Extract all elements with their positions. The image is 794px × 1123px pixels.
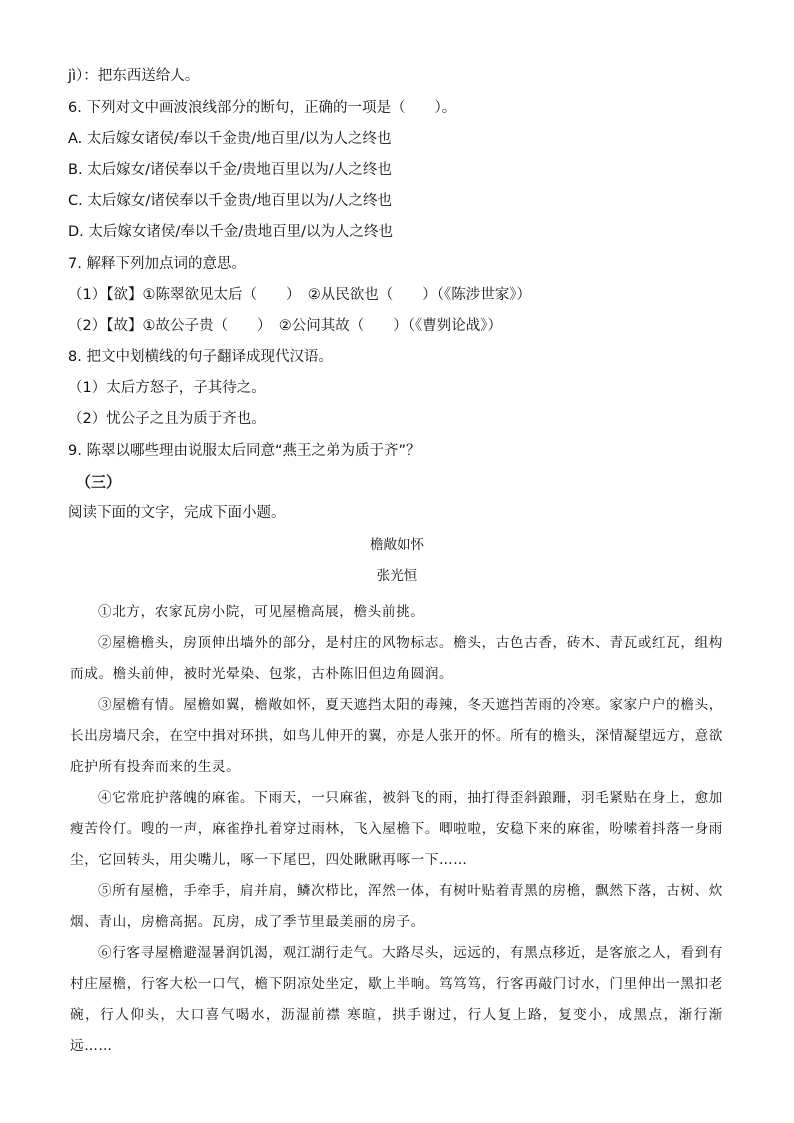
section-heading: （三） [76,473,122,491]
passage-paragraph-2: ②屋檐檐头，房顶伸出墙外的部分，是村庄的风物标志。檐头，古色古香，砖木、青瓦或红瓦，组构而成。檐头前伸，被时光晕染、包浆，古朴陈旧但边角圆润。 [70,635,723,682]
passage-paragraph-1: ①北方，农家瓦房小院，可见屋檐高展，檐头前挑。 [98,604,425,620]
question-8-part-1: （1）太后方怒子，子其待之。 [68,380,266,396]
reading-instruction: 阅读下面的文字，完成下面小题。 [68,505,286,521]
question-9: 9. 陈翠以哪些理由说服太后同意“燕王之弟为质于齐”？ [68,443,421,459]
question-8-part-2: （2）忧公子之且为质于齐也。 [68,411,266,427]
option-b: B. 太后嫁女/诸侯奉以千金/贵地百里以为/人之终也 [68,162,392,178]
question-7-part-1: （1）【欲】①陈翠欲见太后（ ） ②从民欲也（ ）（《陈涉世家》） [68,287,531,303]
passage-author: 张光恒 [376,568,418,584]
option-a: A. 太后嫁女诸侯/奉以千金贵/地百里/以为人之终也 [68,131,392,147]
question-7: 7. 解释下列加点词的意思。 [68,256,246,272]
question-7-part-2: （2）【故】①故公子贵（ ） ②公问其故（ ）（《曹刿论战》） [68,318,502,334]
question-6: 6. 下列对文中画波浪线部分的断句，正确的一项是（ ）。 [68,100,457,116]
passage-paragraph-4: ④它常庇护落魄的麻雀。下雨天，一只麻雀，被斜飞的雨，抽打得歪斜踉跚，羽毛紧贴在身上，愈加瘦苦伶仃。嗖的一声，麻雀挣扎着穿过雨林，飞入屋檐下。唧啦啦，安稳下来的麻雀，吩嗦着抖落一身雨尘，它回转头，用尖嘴儿，啄一下尾巴，四处瞅瞅再啄一下…… [70,790,723,868]
question-line: jì）：把东西送给人。 [68,68,200,84]
option-d: D. 太后嫁女诸侯/奉以千金/贵地百里/以为人之终也 [68,224,394,240]
passage-paragraph-5: ⑤所有屋檐，手牵手，肩并肩，鳞次栉比，浑然一体，有树叶贴着青黑的房檐，飘然下落，古树、炊烟、青山，房檐高据。瓦房，成了季节里最美丽的房子。 [70,883,723,930]
passage-paragraph-6: ⑥行客寻屋檐避湿暑润饥渴，观江湖行走气。大路尽头，远远的，有黑点移近，是客旅之人，看到有村庄屋檐，行客大松一口气，檐下阴凉处坐定，歇上半晌。笃笃笃，行客再敲门讨水，门里伸出一黑扣老碗，行人仰头，大口喜气喝水，沥湿前襟 寒暄，拱手谢过，行人复上路，复变小，成黑点，渐行渐远…… [70,945,723,1054]
passage-paragraph-3: ③屋檐有情。屋檐如翼，檐敞如怀，夏天遮挡太阳的毒辣，冬天遮挡苦雨的冷寒。家家户户的檐头，长出房墙尺余，在空中揖对环拱，如鸟儿伸开的翼，亦是人张开的怀。所有的檐头，深情凝望远方，意欲庇护所有投奔而来的生灵。 [70,697,723,775]
question-8: 8. 把文中划横线的句子翻译成现代汉语。 [68,349,333,365]
passage-title: 檐敞如怀 [370,537,424,553]
option-c: C. 太后嫁女/诸侯奉以千金贵/地百里以为/人之终也 [68,193,392,209]
